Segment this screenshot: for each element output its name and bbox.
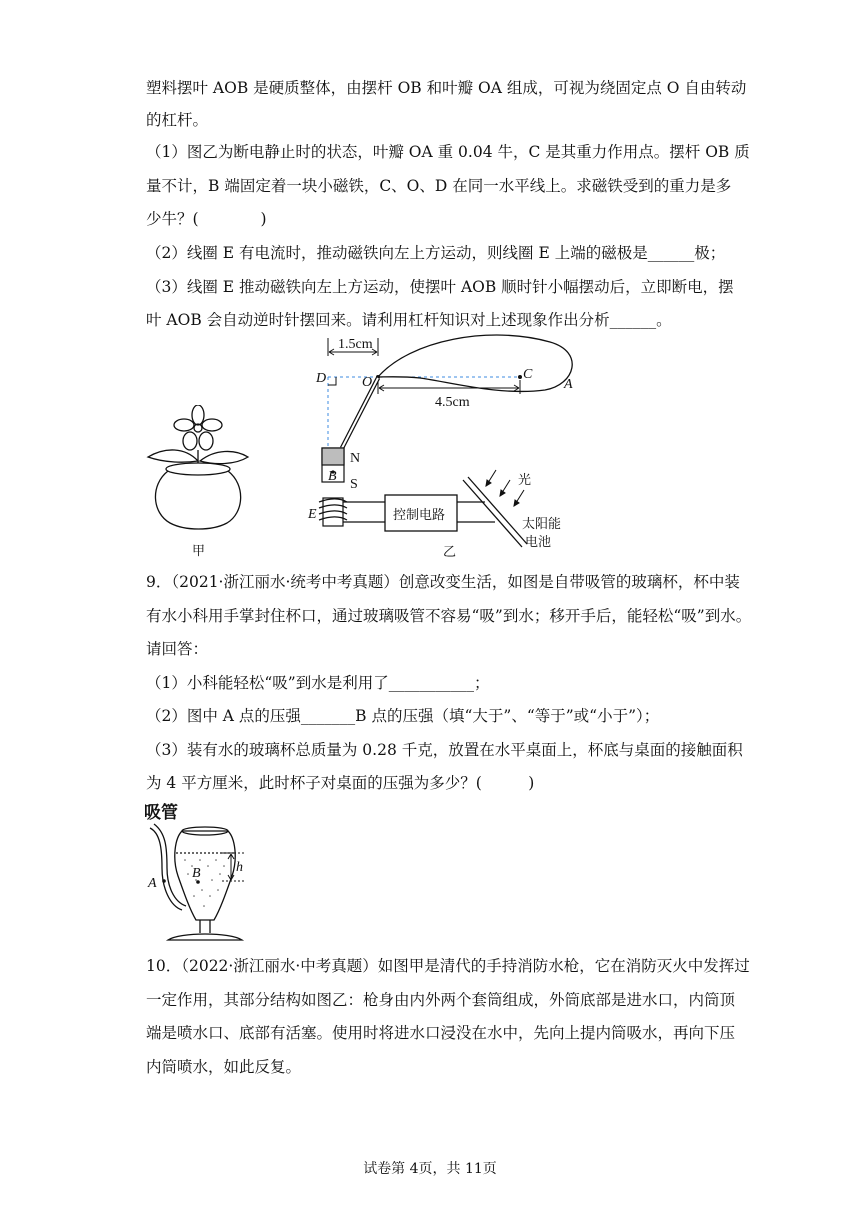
point-C: C [523,367,533,382]
q10-line1: 10．（2022·浙江丽水·中考真题）如图甲是清代的手持消防水枪，它在消防灭火中发挥过 [146,957,750,975]
dim-1-5cm: 1.5cm [338,337,373,352]
coil-E: E [308,507,317,522]
q8-intro-line1: 塑料摆叶 AOB 是硬质整体，由摆杆 OB 和叶瓣 OA 组成，可视为绕固定点 O 自由转动 [146,79,747,97]
q8-intro-line2: 的杠杆。 [146,111,209,129]
dim-h: h [236,860,243,875]
point-D: D [316,371,327,386]
q9-line2: 有水小科用手掌封住杯口，通过玻璃吸管不容易“吸”到水；移开手后，能轻松“吸”到水。 [146,607,752,625]
straw-figure-title: 吸管 [144,803,178,823]
q8-part3-line2: 叶 AOB 会自动逆时针摆回来。请利用杠杆知识对上述现象作出分析______。 [146,311,672,329]
q10-line3: 端是喷水口、底部有活塞。使用时将进水口浸没在水中，先向上提内筒吸水，再向下压 [146,1024,736,1042]
light-label: 光 [518,473,532,488]
point-A-straw: A [148,876,157,891]
solar-label-1: 太阳能 [522,517,562,532]
q9-line3: 请回答： [146,640,209,658]
figure-yi-label: 乙 [443,545,457,560]
q9-part3-line1: （3）装有水的玻璃杯总质量为 0.28 千克，放置在水平桌面上，杯底与桌面的接触面积 [146,741,743,759]
q8-part2: （2）线圈 E 有电流时，推动磁铁向左上方运动，则线圈 E 上端的磁极是______极； [146,244,726,262]
page-footer: 试卷第 4页，共 11页 [363,1161,497,1177]
pole-N: N [350,451,361,466]
point-B: B [328,469,337,484]
q9-part2: （2）图中 A 点的压强_______B 点的压强（填“大于”、“等于”或“小于”）； [146,707,660,725]
pole-S: S [350,477,358,492]
q9-part3-line2: 为 4 平方厘米，此时杯子对桌面的压强为多少？( ) [146,774,535,792]
control-circuit-label: 控制电路 [393,508,446,523]
q10-line4: 内筒喷水，如此反复。 [146,1058,302,1076]
figure-jia-flowerpot [140,405,260,560]
q10-line2: 一定作用，其部分结构如图乙：枪身由内外两个套筒组成，外筒底部是进水口，内筒顶 [146,991,736,1009]
dim-4-5cm: 4.5cm [435,395,470,410]
point-B-glass: B [192,866,201,881]
figure-straw-glass [140,798,270,948]
q8-part3-line1: （3）线圈 E 推动磁铁向左上方运动，使摆叶 AOB 顺时针小幅摆动后，立即断电，摆 [146,278,734,296]
q9-line1: 9．（2021·浙江丽水·统考中考真题）创意改变生活，如图是自带吸管的玻璃杯，杯中装 [146,573,740,591]
q8-part1-line2: 量不计，B 端固定着一块小磁铁，C、O、D 在同一水平线上。求磁铁受到的重力是多 [146,177,732,195]
point-A: A [564,377,573,392]
solar-label-2: 电池 [525,535,552,550]
q9-part1: （1）小科能轻松“吸”到水是利用了___________； [146,674,490,692]
q8-part1-line1: （1）图乙为断电静止时的状态，叶瓣 OA 重 0.04 牛，C 是其重力作用点。摆杆 OB 质 [146,143,750,161]
q8-part1-line3: 少牛？( ) [146,210,267,228]
figure-jia-label: 甲 [192,544,206,559]
point-O: O [362,375,373,390]
figure-yi-lever [300,330,600,565]
